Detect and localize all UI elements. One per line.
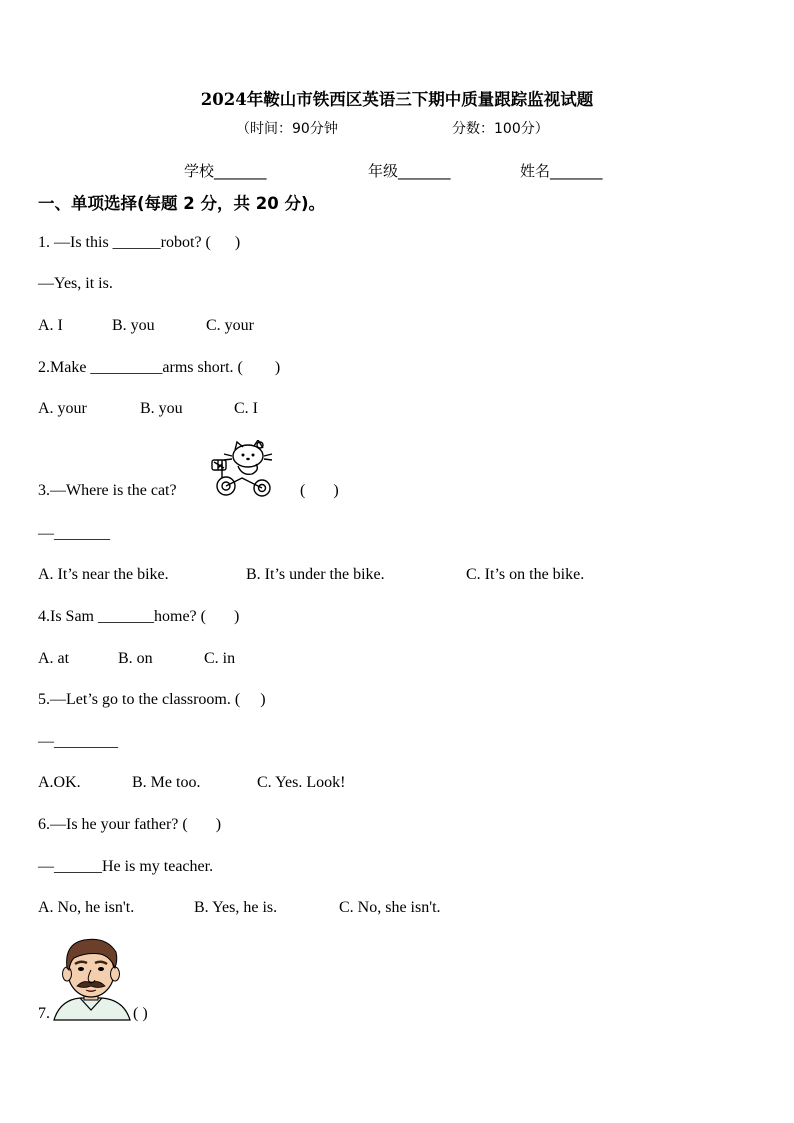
- q3-option-c: C. It’s on the bike.: [466, 566, 585, 583]
- q4-stem: 4.Is Sam _______home? ( ): [38, 608, 240, 625]
- q2-option-b: B. you: [140, 400, 183, 417]
- q1-stem: 1. —Is this ______robot? ( ): [38, 234, 241, 251]
- q6-option-a: A. No, he isn't.: [38, 899, 135, 916]
- q3-option-b: B. It’s under the bike.: [246, 566, 385, 583]
- name-field: 姓名_______: [520, 162, 603, 180]
- q1-reply: —Yes, it is.: [38, 275, 113, 292]
- q2-option-c: C. I: [234, 400, 258, 417]
- q4-option-a: A. at: [38, 650, 70, 667]
- q6-option-b: B. Yes, he is.: [194, 899, 278, 916]
- school-field: 学校_______: [184, 162, 267, 180]
- q4-option-b: B. on: [118, 650, 153, 667]
- q5-stem: 5.—Let’s go to the classroom. ( ): [38, 691, 266, 708]
- q5-option-c: C. Yes. Look!: [257, 774, 346, 791]
- q6-option-c: C. No, she isn't.: [339, 899, 441, 916]
- q3-option-a: A. It’s near the bike.: [38, 566, 169, 583]
- section-heading: 一、单项选择(每题 2 分，共 20 分)。: [38, 194, 326, 213]
- man-portrait-illustration: [50, 934, 132, 1022]
- q1-option-a: A. I: [38, 317, 63, 334]
- q3-reply: —_______: [38, 525, 110, 542]
- exam-title: 2024年鞍山市铁西区英语三下期中质量跟踪监视试题: [200, 90, 594, 109]
- q6-reply: —______He is my teacher.: [38, 858, 214, 875]
- q2-option-a: A. your: [38, 400, 87, 417]
- q6-stem: 6.—Is he your father? ( ): [38, 816, 222, 833]
- q5-option-a: A.OK.: [38, 774, 81, 791]
- q2-stem: 2.Make _________arms short. ( ): [38, 359, 281, 376]
- q3-paren: ( ): [300, 482, 339, 499]
- q1-option-b: B. you: [112, 317, 155, 334]
- q4-option-c: C. in: [204, 650, 236, 667]
- q7-paren: ( ): [133, 1005, 148, 1022]
- q7-number: 7.: [38, 1005, 50, 1022]
- q3-stem: 3.—Where is the cat?: [38, 482, 177, 499]
- q5-option-b: B. Me too.: [132, 774, 201, 791]
- exam-time: （时间：90分钟: [236, 121, 338, 137]
- grade-field: 年级_______: [368, 162, 451, 180]
- q1-option-c: C. your: [206, 317, 254, 334]
- cat-on-bike-illustration: [208, 440, 282, 498]
- q5-reply: —________: [38, 733, 118, 750]
- exam-score: 分数：100分）: [452, 121, 549, 137]
